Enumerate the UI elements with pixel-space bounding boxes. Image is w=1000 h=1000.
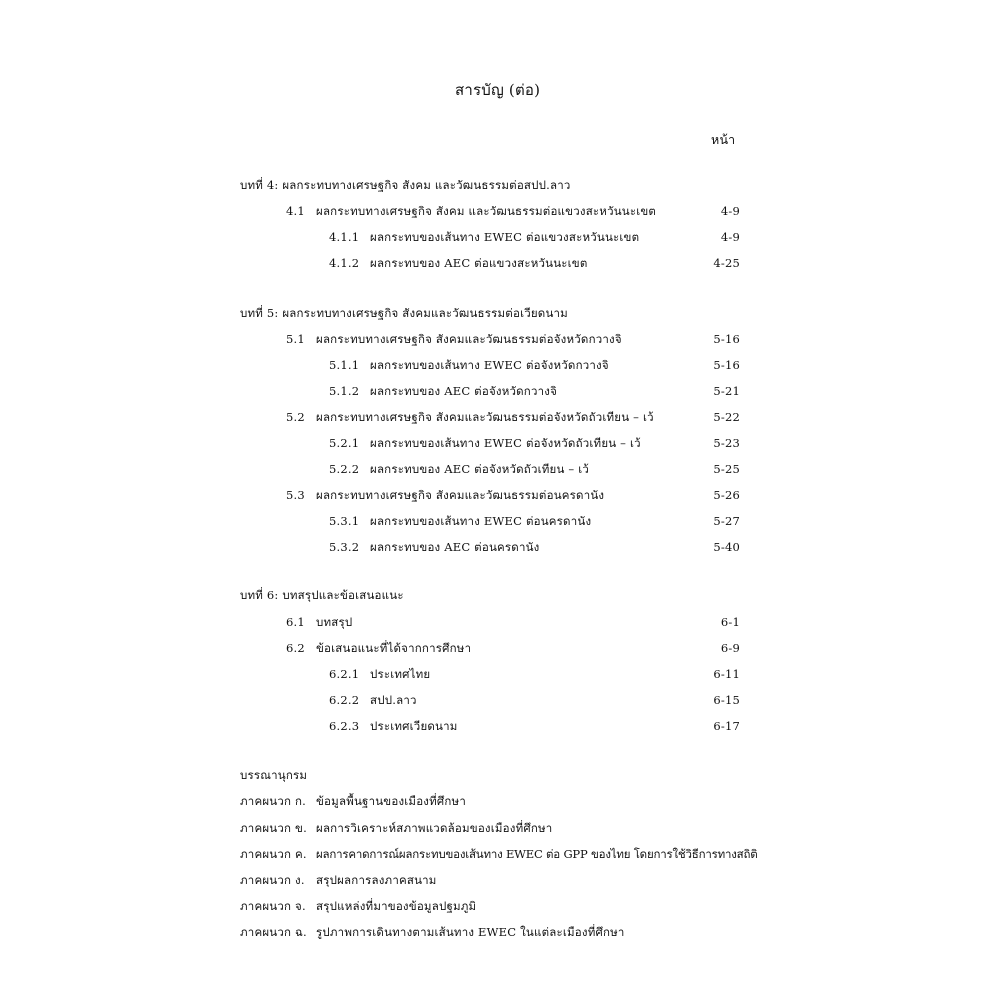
section-title: ผลกระทบทางเศรษฐกิจ สังคม และวัฒนธรรมต่อแขวงสะหวันนะเขต xyxy=(316,204,657,218)
section-number: 6.2 xyxy=(286,641,305,655)
appendix-title: สรุปผลการลงภาคสนาม xyxy=(316,873,437,887)
appendix-label: ภาคผนวก จ. xyxy=(240,899,306,913)
appendix-label: ภาคผนวก ก. xyxy=(240,794,307,808)
appendix-label: ภาคผนวก ฉ. xyxy=(240,925,307,939)
chapter-6-heading: บทที่ 6: บทสรุปและข้อเสนอแนะ xyxy=(240,588,404,602)
section-number: 5.1.2 xyxy=(329,384,360,398)
chapter-4-heading: บทที่ 4: ผลกระทบทางเศรษฐกิจ สังคม และวัฒนธรรมต่อสปป.ลาว xyxy=(240,178,571,192)
section-title: ผลกระทบทางเศรษฐกิจ สังคมและวัฒนธรรมต่อจังหวัดถัวเทียน – เว้ xyxy=(316,410,654,424)
appendix-label: ภาคผนวก ค. xyxy=(240,847,307,861)
section-number: 5.2 xyxy=(286,410,305,424)
appendix-title: ผลการวิเคราะห์สภาพแวดล้อมของเมืองที่ศึกษา xyxy=(316,821,553,835)
section-number: 5.2.2 xyxy=(329,462,360,476)
appendix-label: ภาคผนวก ง. xyxy=(240,873,305,887)
section-number: 5.1.1 xyxy=(329,358,360,372)
page-number: 5-40 xyxy=(713,540,740,554)
section-title: ผลกระทบของ AEC ต่อจังหวัดถัวเทียน – เว้ xyxy=(370,462,589,476)
section-title: สปป.ลาว xyxy=(370,693,417,707)
page-number: 6-11 xyxy=(713,667,740,681)
section-number: 6.1 xyxy=(286,615,305,629)
section-number: 5.2.1 xyxy=(329,436,360,450)
section-number: 6.2.1 xyxy=(329,667,360,681)
section-title: ประเทศไทย xyxy=(370,667,431,681)
page-number: 6-1 xyxy=(720,615,740,629)
bibliography-heading: บรรณานุกรม xyxy=(240,768,308,782)
page-number: 5-26 xyxy=(713,488,740,502)
page-number: 5-27 xyxy=(713,514,740,528)
page-number: 5-16 xyxy=(713,358,740,372)
appendix-label: ภาคผนวก ข. xyxy=(240,821,307,835)
page-number: 5-25 xyxy=(713,462,740,476)
section-title: ผลกระทบของเส้นทาง EWEC ต่อจังหวัดกวางจิ xyxy=(370,358,609,372)
section-title: ผลกระทบของเส้นทาง EWEC ต่อแขวงสะหวันนะเขต xyxy=(370,230,640,244)
section-title: บทสรุป xyxy=(316,615,353,629)
page-title: สารบัญ (ต่อ) xyxy=(455,81,541,99)
section-title: ประเทศเวียดนาม xyxy=(370,719,458,733)
page-number: 4-9 xyxy=(720,204,740,218)
page-number: 5-23 xyxy=(713,436,740,450)
page-number: 6-9 xyxy=(720,641,740,655)
page-number: 5-16 xyxy=(713,332,740,346)
section-number: 5.3.2 xyxy=(329,540,360,554)
section-title: ผลกระทบของเส้นทาง EWEC ต่อนครดานัง xyxy=(370,514,592,528)
section-title: ข้อเสนอแนะที่ได้จากการศึกษา xyxy=(316,641,472,655)
appendix-title: ผลการคาดการณ์ผลกระทบของเส้นทาง EWEC ต่อ GPP ของไทย โดยการใช้วิธีการทางสถิติ xyxy=(316,847,758,861)
section-number: 5.1 xyxy=(286,332,305,346)
appendix-title: รูปภาพการเดินทางตามเส้นทาง EWEC ในแต่ละเมืองที่ศึกษา xyxy=(316,925,625,939)
page-number: 5-22 xyxy=(713,410,740,424)
section-number: 6.2.3 xyxy=(329,719,360,733)
chapter-5-heading: บทที่ 5: ผลกระทบทางเศรษฐกิจ สังคมและวัฒนธรรมต่อเวียดนาม xyxy=(240,306,568,320)
section-number: 4.1 xyxy=(286,204,305,218)
section-number: 4.1.1 xyxy=(329,230,360,244)
section-title: ผลกระทบของ AEC ต่อแขวงสะหวันนะเขต xyxy=(370,256,588,270)
page-number: 4-9 xyxy=(720,230,740,244)
page-number: 4-25 xyxy=(713,256,740,270)
page-number: 6-17 xyxy=(713,719,740,733)
section-title: ผลกระทบของ AEC ต่อนครดานัง xyxy=(370,540,540,554)
section-number: 4.1.2 xyxy=(329,256,360,270)
appendix-title: สรุปแหล่งที่มาของข้อมูลปฐมภูมิ xyxy=(316,899,477,913)
page-number: 6-15 xyxy=(713,693,740,707)
appendix-title: ข้อมูลพื้นฐานของเมืองที่ศึกษา xyxy=(316,794,466,808)
page-number: 5-21 xyxy=(713,384,740,398)
section-number: 6.2.2 xyxy=(329,693,360,707)
section-title: ผลกระทบทางเศรษฐกิจ สังคมและวัฒนธรรมต่อนครดานัง xyxy=(316,488,605,502)
section-title: ผลกระทบทางเศรษฐกิจ สังคมและวัฒนธรรมต่อจังหวัดกวางจิ xyxy=(316,332,622,346)
page-column-label: หน้า xyxy=(711,132,736,147)
section-number: 5.3 xyxy=(286,488,305,502)
section-title: ผลกระทบของ AEC ต่อจังหวัดกวางจิ xyxy=(370,384,558,398)
section-title: ผลกระทบของเส้นทาง EWEC ต่อจังหวัดถัวเทียน – เว้ xyxy=(370,436,641,450)
section-number: 5.3.1 xyxy=(329,514,360,528)
